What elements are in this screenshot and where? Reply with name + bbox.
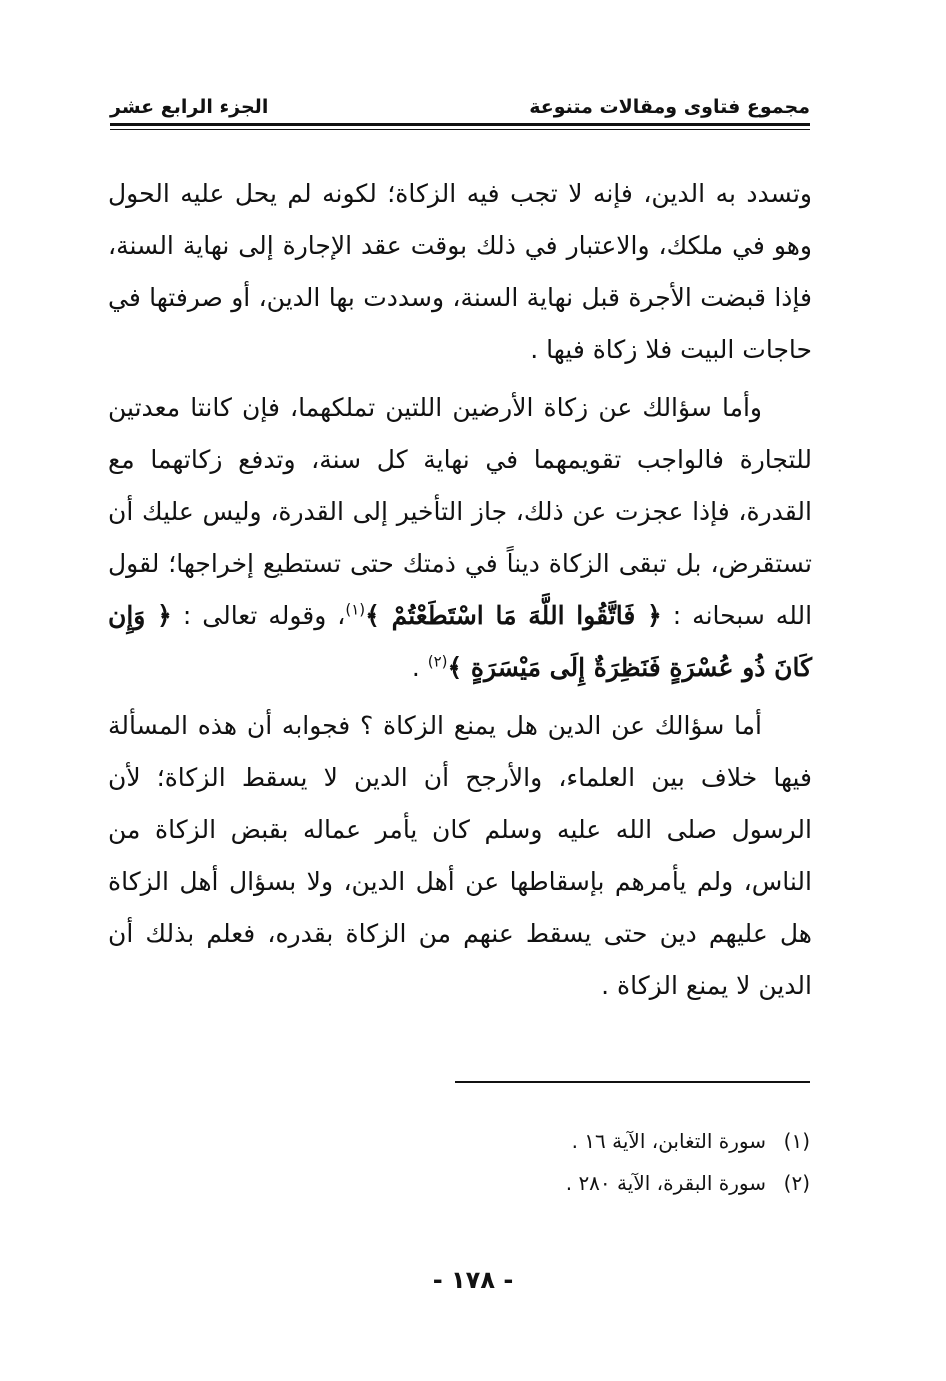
- quran-verse-1: ﴿ فَاتَّقُوا اللَّهَ مَا اسْتَطَعْتُمْ ﴾: [365, 601, 662, 630]
- quran-verse-2: ﴿ وَإِن كَانَ ذُو عُسْرَةٍ فَنَظِرَةٌ إِلَى مَيْسَرَةٍ ﴾: [108, 601, 812, 682]
- main-text: [108, 168, 812, 1018]
- footnote-rule: [455, 1081, 810, 1083]
- header-rule-thin: [110, 129, 810, 130]
- running-header: [110, 82, 810, 122]
- footnotes: [300, 1120, 810, 1204]
- footnote-ref-2: (٢): [427, 652, 448, 671]
- footnote-2: [300, 1162, 810, 1204]
- paragraph-2: [108, 382, 812, 694]
- book-title: مجموع فتاوى ومقالات متنوعة: [529, 96, 810, 118]
- page-number: - ١٧٨ -: [432, 1266, 514, 1294]
- volume-label: الجزء الرابع عشر: [110, 96, 269, 118]
- footnote-text: سورة البقرة، الآية ٢٨٠ .: [565, 1171, 766, 1195]
- footnote-text: سورة التغابن، الآية ١٦ .: [571, 1129, 766, 1153]
- paragraph-2-text-b: ، وقوله تعالى :: [182, 601, 346, 630]
- paragraph-1: وتسدد به الدين، فإنه لا تجب فيه الزكاة؛ لكونه لم يحل عليه الحول وهو في ملكك، والاعتبار في ذلك بوقت عقد الإجارة إلى نهاية السنة، فإذا قبضت الأجرة قبل نهاية السنة، وسددت بها الدين، أو صرفتها في حاجات البيت فلا زكاة فيها .: [108, 179, 812, 364]
- paragraph-2-text-c: .: [411, 653, 420, 682]
- header-rule: [110, 123, 810, 126]
- paragraph-3: أما سؤالك عن الدين هل يمنع الزكاة ؟ فجوابه أن هذه المسألة فيها خلاف بين العلماء، والأرجح أن الدين لا يسقط الزكاة؛ لأن الرسول صلى الله عليه وسلم كان يأمر عماله بقبض الزكاة من الناس، ولم يأمرهم بإسقاطها عن أهل الدين، ولا بسؤال أهل الزكاة هل عليهم دين حتى يسقط عنهم من الزكاة بقدره، فعلم بذلك أن الدين لا يمنع الزكاة .: [108, 711, 812, 1000]
- footnote-number: (١): [783, 1129, 810, 1153]
- footnote-1: [300, 1120, 810, 1162]
- footnote-ref-1: (١): [345, 600, 366, 619]
- paragraph-2-text-a: وأما سؤالك عن زكاة الأرضين اللتين تملكهما، فإن كانتا معدتين للتجارة فالواجب تقويمهما في نهاية كل سنة، وتدفع زكاتهما مع القدرة، فإذا عجزت عن ذلك، جاز التأخير إلى القدرة، وليس عليك أن تستقرض، بل تبقى الزكاة ديناً في ذمتك حتى تستطيع إخراجها؛ لقول الله سبحانه :: [108, 393, 813, 630]
- footnote-number: (٢): [783, 1171, 810, 1195]
